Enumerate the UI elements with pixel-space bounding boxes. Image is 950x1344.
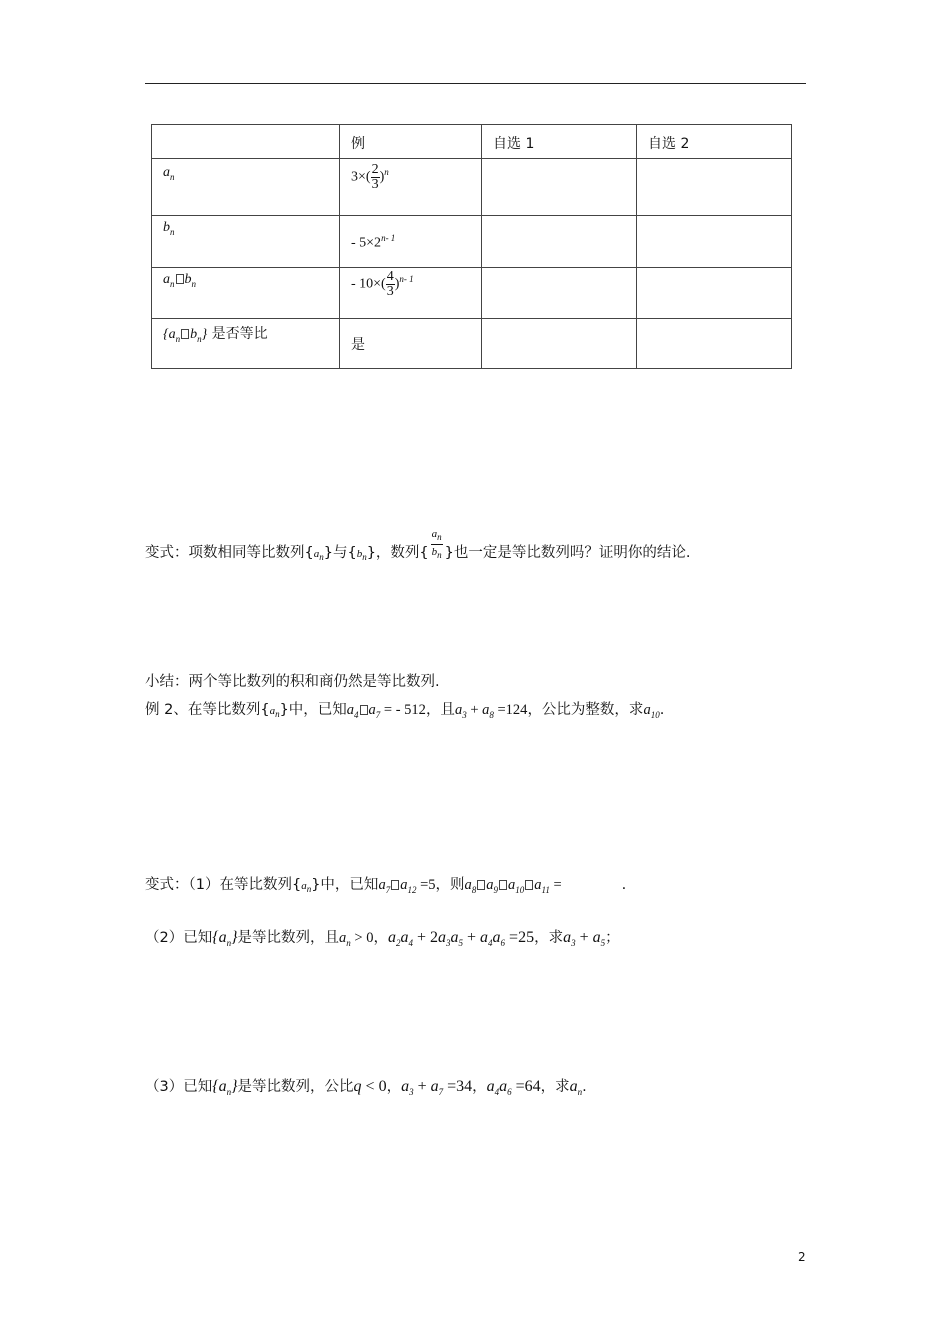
custom-1-bn — [482, 216, 637, 268]
table-header-row — [152, 125, 792, 159]
variant-2-part-1: 变式：（1）在等比数列$\{a_n\}$中，已知$a_7$ $a_{12} =5$，则$a_8$ $a_9$ $a_{10}$ $a_{11}$ = . — [145, 877, 627, 895]
row-label-an: $a_n$ — [152, 159, 340, 216]
variant-2-part-2: （2）已知$\{a_n\}$是等比数列，且$a_n > 0$，$a_2a_4 + 2a_3a_5 + a_4a_6 =25$，求$a_3 + a_5$； — [145, 929, 620, 949]
custom-1-is-geometric — [482, 319, 637, 369]
row-label-is-geometric: {$a_n$ $b_n$} 是否等比 — [152, 319, 340, 369]
header-rule — [145, 83, 806, 84]
summary-line: 小结：两个等比数列的积和商仍然是等比数列. — [145, 674, 440, 690]
custom-2-is-geometric — [637, 319, 792, 369]
table-row — [152, 159, 792, 216]
example-an-formula: 3×( $\frac{2}{3}$ )$^n$ — [340, 159, 482, 216]
custom-2-an — [637, 159, 792, 216]
custom-1-an-bn — [482, 268, 637, 319]
table-row — [152, 319, 792, 369]
page-number: 2 — [798, 1250, 806, 1264]
header-cell-custom-1: 自选 1 — [482, 125, 637, 159]
custom-1-an — [482, 159, 637, 216]
header-cell-example: 例 — [340, 125, 482, 159]
example-2: 例 2、在等比数列$\{a_n\}$中，已知$a_4$ $a_7$ = - 512，且$a_3 + a_8 =124$，公比为整数，求$a_{10}$. — [145, 702, 665, 720]
variant-2-part-3: （3）已知$\{a_n\}$是等比数列，公比q < 0，$a_3 + a_7 =34$，$a_4a_6 =64$，求$a_n$. — [145, 1078, 587, 1098]
example-bn-formula: - $5\times 2^{n- 1}$ — [340, 216, 482, 268]
custom-2-bn — [637, 216, 792, 268]
example-an-bn-formula: - 10×( $\frac{4}{3}$ )$^{n- 1}$ — [340, 268, 482, 319]
row-label-an-bn: $a_n$ $b_n$ — [152, 268, 340, 319]
custom-2-an-bn — [637, 268, 792, 319]
comparison-table — [151, 124, 792, 369]
header-cell-empty — [152, 125, 340, 159]
header-cell-custom-2: 自选 2 — [637, 125, 792, 159]
table-row — [152, 216, 792, 268]
variant-question-1: 变式：项数相同等比数列$\{a_n\}$与$\{b_n\}$，数列{ $\frac{a_n}{b_n}$ }也一定是等比数列吗？证明你的结论. — [145, 528, 691, 563]
table-row — [152, 268, 792, 319]
row-label-bn: $b_n$ — [152, 216, 340, 268]
example-is-geometric: 是 — [340, 319, 482, 369]
